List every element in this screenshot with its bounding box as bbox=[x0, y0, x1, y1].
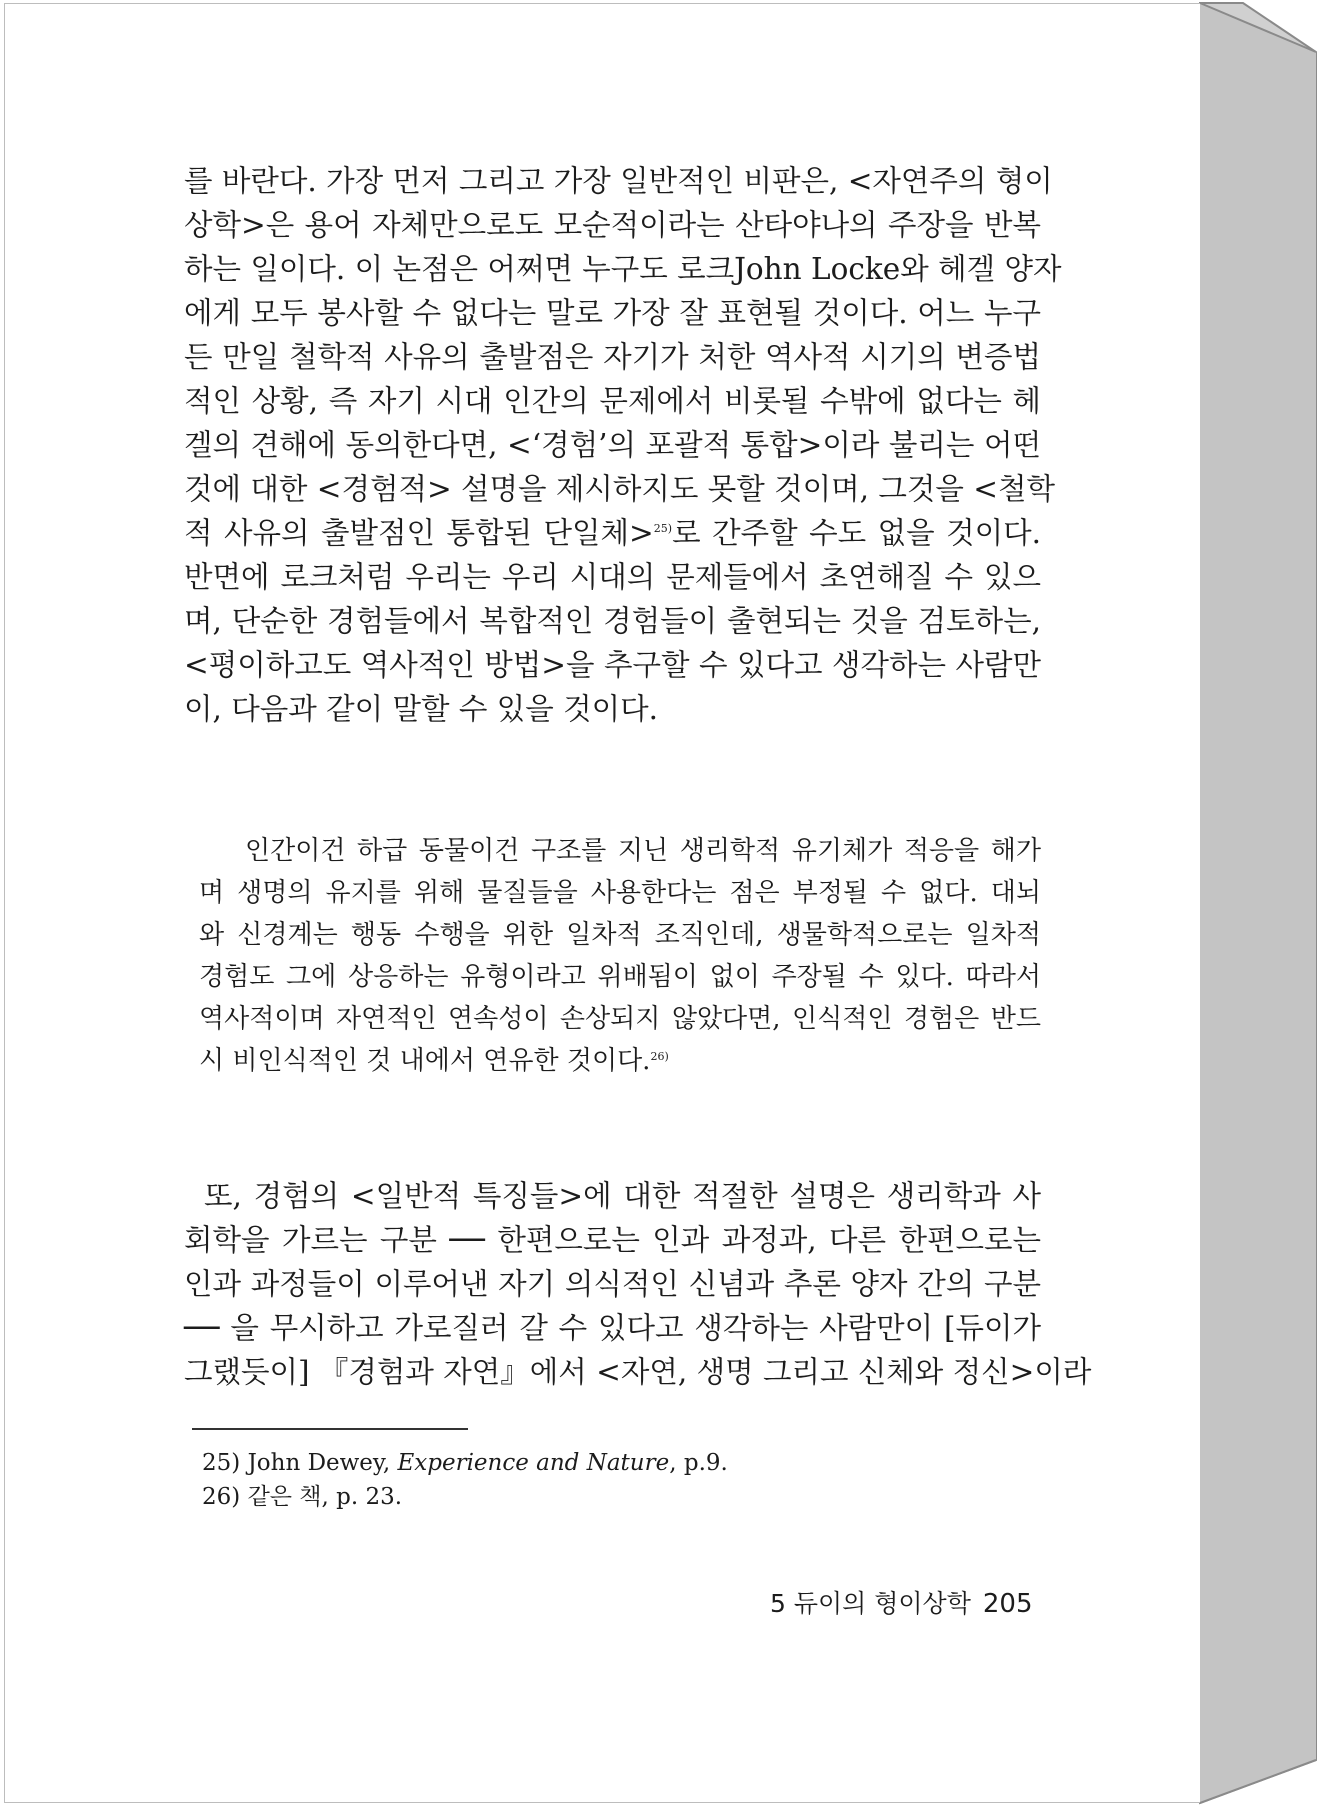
text-segment: 로 간주할 수도 없을 것이다. bbox=[672, 516, 1041, 550]
quote-line: 인간이건 하급 동물이건 구조를 지닌 생리학적 유기체가 적응을 해가 bbox=[245, 836, 1041, 866]
text-line: 것에 대한 <경험적> 설명을 제시하지도 못할 것이며, 그것을 <철학 bbox=[184, 472, 1055, 506]
text-line: 이, 다음과 같이 말할 수 있을 것이다. bbox=[184, 692, 658, 726]
text-line: 적인 상황, 즉 자기 시대 인간의 문제에서 비롯될 수밖에 없다는 헤 bbox=[184, 384, 1041, 418]
footnotes bbox=[202, 1446, 728, 1514]
text-line: 그랬듯이] 『경험과 자연』에서 <자연, 생명 그리고 신체와 정신>이라 bbox=[184, 1355, 1092, 1389]
footnote-marker-26[interactable]: 26) bbox=[650, 1050, 669, 1063]
footnote-number: 25) bbox=[202, 1450, 241, 1476]
text-line: 인과 과정들이 이루어낸 자기 의식적인 신념과 추론 양자 간의 구분 bbox=[184, 1267, 1041, 1301]
text-segment: 시 비인식적인 것 내에서 연유한 것이다. bbox=[199, 1046, 651, 1076]
text-line: 를 바란다. 가장 먼저 그리고 가장 일반적인 비판은, <자연주의 형이 bbox=[184, 164, 1053, 198]
footnote-26 bbox=[202, 1480, 728, 1514]
quote-line: 역사적이며 자연적인 연속성이 손상되지 않았다면, 인식적인 경험은 반드 bbox=[199, 1004, 1041, 1034]
page-number: 205 bbox=[982, 1589, 1033, 1619]
footnote-text: 같은 책, p. 23. bbox=[247, 1484, 403, 1510]
text-line: 겔의 견해에 동의한다면, <‘경험’의 포괄적 통합>이라 불리는 어떤 bbox=[184, 428, 1041, 462]
main-text-block-2 bbox=[184, 1174, 1092, 1394]
text-line: 든 만일 철학적 사유의 출발점은 자기가 처한 역사적 시기의 변증법 bbox=[184, 340, 1041, 374]
footnote-25 bbox=[202, 1446, 728, 1480]
text-line: 회학을 가르는 구분 ── 한편으로는 인과 과정과, 다른 한편으로는 bbox=[184, 1223, 1041, 1257]
block-quote bbox=[199, 830, 1041, 1082]
footnote-rest: , p.9. bbox=[669, 1450, 728, 1476]
text-line: <평이하고도 역사적인 방법>을 추구할 수 있다고 생각하는 사람만 bbox=[184, 648, 1041, 682]
text-line: 반면에 로크처럼 우리는 우리 시대의 문제들에서 초연해질 수 있으 bbox=[184, 560, 1041, 594]
chapter-title: 5 듀이의 형이상학 bbox=[770, 1589, 971, 1618]
quote-line-last bbox=[199, 1040, 1041, 1082]
footnote-marker-25[interactable]: 25) bbox=[653, 522, 673, 535]
main-text-block-1 bbox=[184, 159, 1062, 731]
text-line: 며, 단순한 경험들에서 복합적인 경험들이 출현되는 것을 검토하는, bbox=[184, 604, 1041, 638]
page-footer bbox=[770, 1584, 1033, 1620]
text-line: 하는 일이다. 이 논점은 어쩌면 누구도 로크John Locke와 헤겔 양자 bbox=[184, 252, 1062, 286]
quote-line: 와 신경계는 행동 수행을 위한 일차적 조직인데, 생물학적으로는 일차적 bbox=[199, 920, 1041, 950]
footnote-separator bbox=[192, 1428, 468, 1430]
book-spine-face bbox=[1200, 3, 1316, 1803]
text-line: 또, 경험의 <일반적 특징들>에 대한 적절한 설명은 생리학과 사 bbox=[204, 1179, 1041, 1213]
quote-line: 경험도 그에 상응하는 유형이라고 위배됨이 없이 주장될 수 있다. 따라서 bbox=[199, 962, 1041, 992]
footnote-title: Experience and Nature bbox=[397, 1450, 670, 1476]
text-segment: 적 사유의 출발점인 통합된 단일체> bbox=[184, 516, 654, 550]
footnote-author: John Dewey, bbox=[247, 1450, 391, 1476]
quote-line: 며 생명의 유지를 위해 물질들을 사용한다는 점은 부정될 수 없다. 대뇌 bbox=[199, 878, 1041, 908]
text-line: ── 을 무시하고 가로질러 갈 수 있다고 생각하는 사람만이 [듀이가 bbox=[184, 1311, 1041, 1345]
footnote-number: 26) bbox=[202, 1484, 241, 1510]
text-line: 상학>은 용어 자체만으로도 모순적이라는 산타야나의 주장을 반복 bbox=[184, 208, 1041, 242]
text-line-with-footnote-25 bbox=[184, 511, 1041, 555]
text-line: 에게 모두 봉사할 수 없다는 말로 가장 잘 표현될 것이다. 어느 누구 bbox=[184, 296, 1041, 330]
